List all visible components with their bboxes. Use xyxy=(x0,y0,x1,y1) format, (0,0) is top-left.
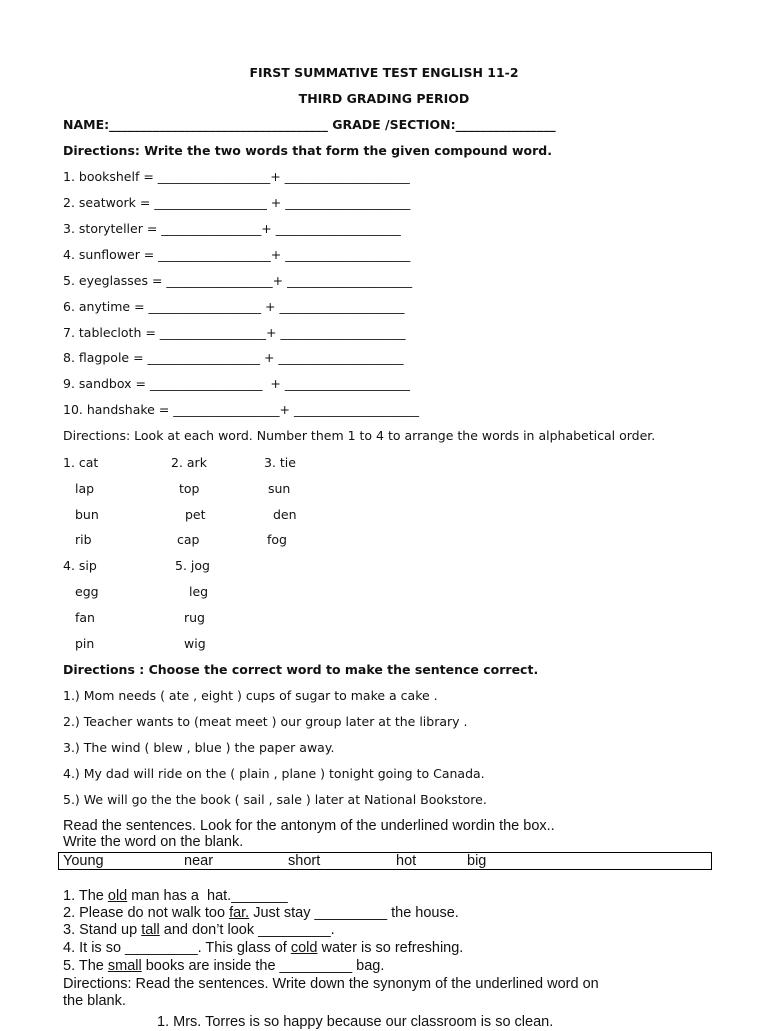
list-item: 1. bookshelf = __________________+ ____________________ xyxy=(63,169,410,184)
word-item: lap xyxy=(75,481,95,496)
word-item: bun xyxy=(75,507,99,522)
part5-directions-line1: Directions: Read the sentences. Write down the synonym of the underlined word on xyxy=(63,976,599,992)
word-item: 2. ark xyxy=(171,455,207,470)
part5-directions-line2: the blank. xyxy=(63,993,126,1009)
word-item: 1. cat xyxy=(63,455,99,470)
word-item: 3. tie xyxy=(264,455,296,470)
word-item: fan xyxy=(75,610,95,625)
word-item: 5. jog xyxy=(175,558,210,573)
word-item: egg xyxy=(75,584,99,599)
word-item: pin xyxy=(75,636,95,651)
word-item: sun xyxy=(268,481,291,496)
part3-directions: Directions : Choose the correct word to make the sentence correct. xyxy=(63,662,539,677)
part2-directions: Directions: Look at each word. Number them 1 to 4 to arrange the words in alphabetical order. xyxy=(63,428,656,443)
part4-directions-line1: Read the sentences. Look for the antonym of the underlined wordin the box.. xyxy=(63,818,555,834)
list-item: 4. sunflower = __________________+ ____________________ xyxy=(63,247,411,262)
list-item: 3. Stand up tall and don’t look _________. xyxy=(63,922,335,938)
list-item: 4.) My dad will ride on the ( plain , plane ) tonight going to Canada. xyxy=(63,766,485,781)
underlined-word: tall xyxy=(141,922,160,938)
word-item: 4. sip xyxy=(63,558,97,573)
word-item: wig xyxy=(184,636,206,651)
part1-directions: Directions: Write the two words that form the given compound word. xyxy=(63,143,552,158)
word-item: fog xyxy=(267,532,287,547)
word-item: rib xyxy=(75,532,92,547)
word-item: den xyxy=(273,507,297,522)
name-grade-line: NAME:___________________________________ GRADE /SECTION:________________ xyxy=(63,117,556,132)
word-item: cap xyxy=(177,532,200,547)
word-item: rug xyxy=(184,610,205,625)
list-item: 7. tablecloth = _________________+ ____________________ xyxy=(63,325,406,340)
list-item: 9. sandbox = __________________ + ____________________ xyxy=(63,376,410,391)
list-item: 4. It is so _________. This glass of cold water is so refreshing. xyxy=(63,940,464,956)
underlined-word: old xyxy=(107,888,128,904)
list-item: 6. anytime = __________________ + ____________________ xyxy=(63,299,405,314)
list-item: 5. eyeglasses = _________________+ ____________________ xyxy=(63,273,413,288)
list-item: 5. The small books are inside the _________ bag. xyxy=(63,958,385,974)
grading-period: THIRD GRADING PERIOD xyxy=(298,91,470,106)
list-item: 2. Please do not walk too far. Just stay _________ the house. xyxy=(63,905,459,921)
part4-directions-line2: Write the word on the blank. xyxy=(63,834,244,850)
word-item: leg xyxy=(189,584,209,599)
list-item: 3. storyteller = ________________+ ____________________ xyxy=(63,221,401,236)
word-box-item: short xyxy=(288,853,321,869)
list-item: 1.) Mom needs ( ate , eight ) cups of sugar to make a cake . xyxy=(63,688,438,703)
word-box-item: near xyxy=(184,853,214,869)
word-box-item: Young xyxy=(63,853,104,869)
test-title: FIRST SUMMATIVE TEST ENGLISH 11-2 xyxy=(249,65,519,80)
word-item: pet xyxy=(185,507,206,522)
list-item: 1. Mrs. Torres is so happy because our classroom is so clean. xyxy=(157,1014,554,1030)
list-item: 2. seatwork = __________________ + ____________________ xyxy=(63,195,411,210)
word-box xyxy=(58,852,712,870)
list-item: 8. flagpole = __________________ + ____________________ xyxy=(63,350,404,365)
underlined-word: cold xyxy=(290,940,318,956)
word-box-item: big xyxy=(467,853,487,869)
word-box-item: hot xyxy=(396,853,417,869)
list-item: 5.) We will go the the book ( sail , sale ) later at National Bookstore. xyxy=(63,792,487,807)
underlined-word: far. xyxy=(229,905,250,921)
list-item: 3.) The wind ( blew , blue ) the paper away. xyxy=(63,740,335,755)
list-item: 2.) Teacher wants to (meat meet ) our group later at the library . xyxy=(63,714,468,729)
word-item: top xyxy=(179,481,200,496)
list-item: 1. The old man has a hat._______ xyxy=(63,888,288,904)
underlined-word: small xyxy=(107,958,142,974)
list-item: 10. handshake = _________________+ ____________________ xyxy=(63,402,419,417)
